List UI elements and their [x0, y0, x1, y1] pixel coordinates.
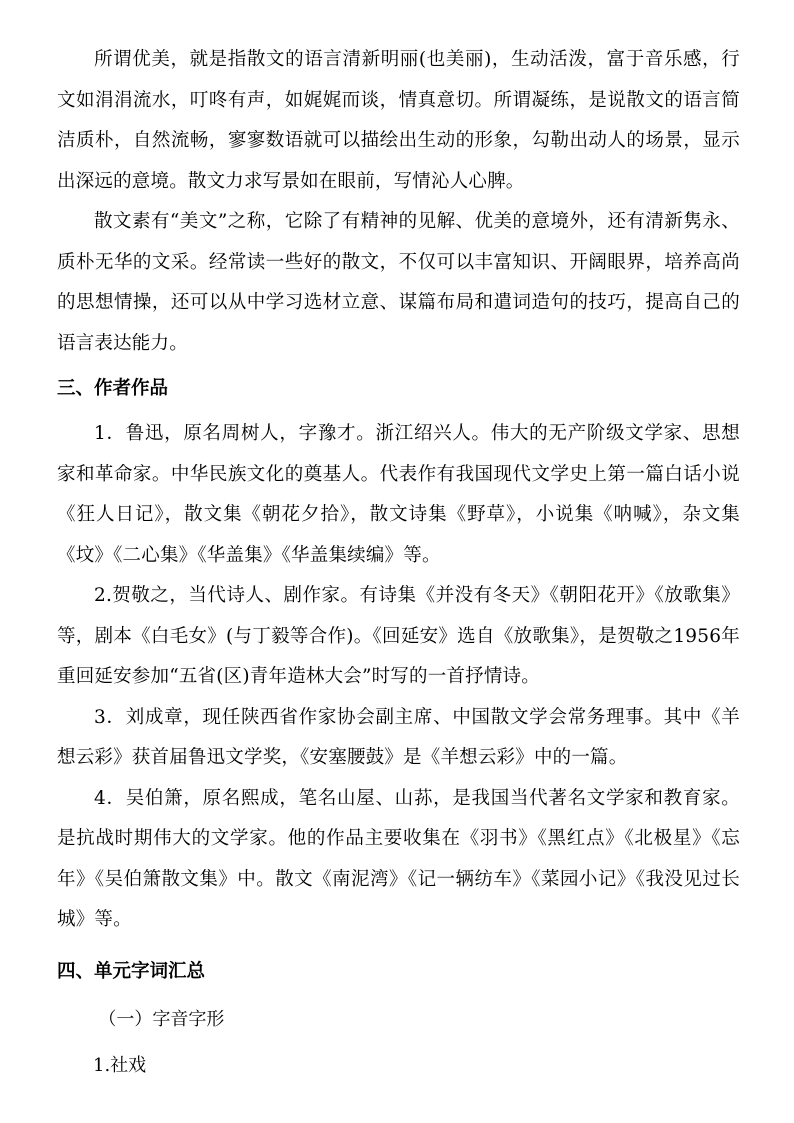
subsection-heading-pronunciation: （一）字音字形 — [98, 1008, 225, 1030]
intro-paragraph-1: 所谓优美，就是指散文的语言清新明丽(也美丽)，生动活泼，富于音乐感，行文如涓涓流水，叮咚有声，如娓娓而谈，情真意切。所谓凝练，是说散文的语言简洁质朴，自然流畅，寥寥数语就可以描绘出生动的形象，勾勒出动人的场景，显示出深远的意境。散文力求写景如在眼前，写情沁人心脾。 — [57, 49, 740, 192]
author-item-hejingzhi: 2.贺敬之，当代诗人、剧作家。有诗集《并没有冬天》《朝阳花开》《放歌集》等，剧本《白毛女》(与丁毅等合作)。《回延安》选自《放歌集》，是贺敬之1956年重回延安参加“五省(区)青年造林大会”时写的一首抒情诗。 — [57, 585, 740, 687]
author-item-liuchengzhang: 3．刘成章，现任陕西省作家协会副主席、中国散文学会常务理事。其中《羊想云彩》获首届鲁迅文学奖，《安塞腰鼓》是《羊想云彩》中的一篇。 — [57, 706, 740, 768]
list-item-shexi: 1.社戏 — [93, 1054, 147, 1076]
section-heading-vocabulary: 四、单元字词汇总 — [57, 960, 206, 982]
document-page — [57, 40, 740, 1089]
intro-paragraph-2: 散文素有“美文”之称，它除了有精神的见解、优美的意境外，还有清新隽永、质朴无华的文采。经常读一些好的散文，不仅可以丰富知识、开阔眼界，培养高尚的思想情操，还可以从中学习选材立意、谋篇布局和遣词造句的技巧，提高自己的语言表达能力。 — [57, 211, 740, 354]
author-item-wubaixiao: 4．吴伯箫，原名熙成，笔名山屋、山荪，是我国当代著名文学家和教育家。是抗战时期伟大的文学家。他的作品主要收集在《羽书》《黑红点》《北极星》《忘年》《吴伯箫散文集》中。散文《南泥湾》《记一辆纺车》《菜园小记》《我没见过长城》等。 — [57, 787, 740, 930]
author-item-luxun: 1．鲁迅，原名周树人，字豫才。浙江绍兴人。伟大的无产阶级文学家、思想家和革命家。中华民族文化的奠基人。代表作有我国现代文学史上第一篇白话小说《狂人日记》，散文集《朝花夕拾》，散文诗集《野草》，小说集《呐喊》，杂文集《坟》《二心集》《华盖集》《华盖集续编》等。 — [57, 423, 740, 566]
section-heading-authors: 三、作者作品 — [57, 378, 169, 399]
